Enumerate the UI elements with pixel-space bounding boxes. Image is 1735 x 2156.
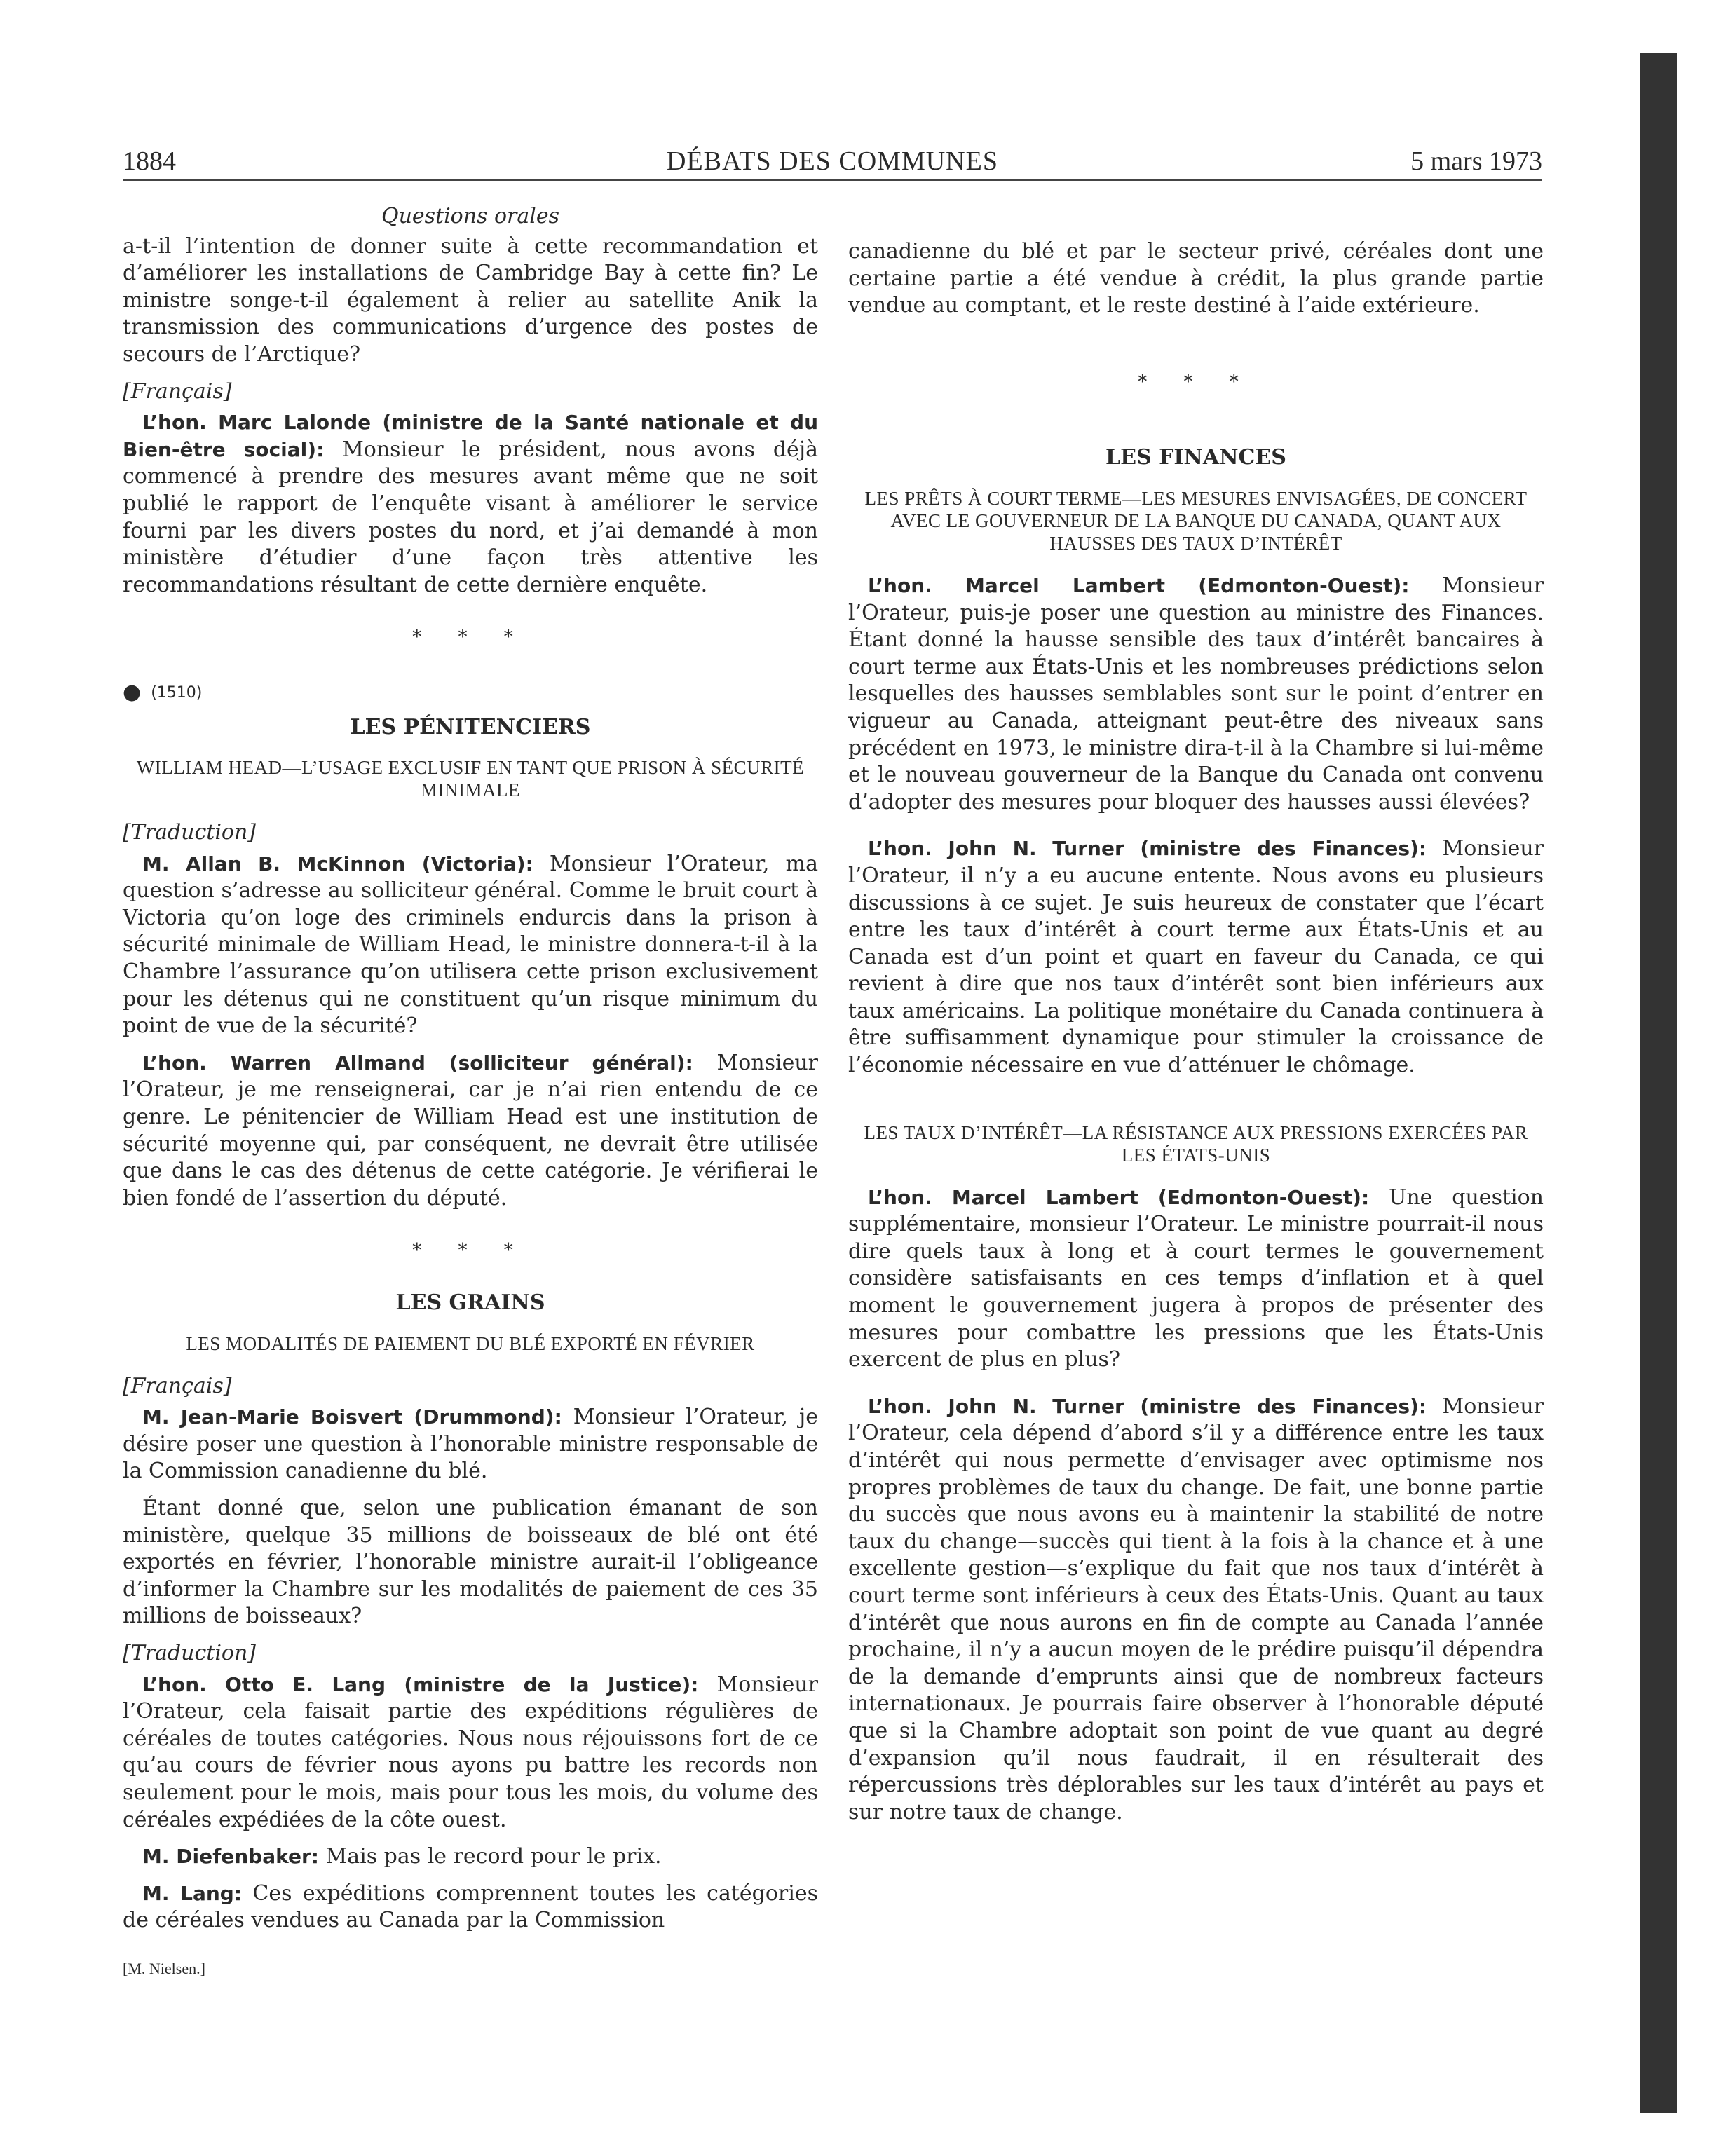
speaker-name: L’hon. Marcel Lambert (Edmonton-Ouest): xyxy=(868,573,1410,597)
speech-text: Monsieur le président, nous avons déjà commencé à prendre des mesures avant même que ne soit publié le rapport de l’enquête visant à améliorer le service fourni par les divers postes du nord, et j’ai demandé à mon ministère d’étudier d’une façon très attentive les recommandations résultant de cette dernière enquête. xyxy=(123,437,818,597)
speech-paragraph xyxy=(123,1672,818,1834)
paragraph: Étant donné que, selon une publication émanant de son ministère, quelque 35 millions de boisseaux de blé ont été exportés en février, l’honorable ministre aurait-il l’obligeance d’informer la Chambre sur les modalités de paiement de ces 35 millions de boisseaux? xyxy=(123,1495,818,1629)
speaker-name: L’hon. John N. Turner (ministre des Finances): xyxy=(868,837,1427,861)
speech-text: Monsieur l’Orateur, il n’y a eu aucune entente. Nous avons eu plusieurs discussions à ce sujet. Je suis heureux de constater que l’écart entre les taux d’intérêt à court terme aux États-Unis et au Canada est d’un point et quart en faveur du Canada, ce qui revient à dire que nos taux d’intérêt sont bien inférieurs aux taux américains. La politique monétaire du Canada continuera à être suffisamment dynamique pour stimuler la croissance de l’économie nécessaire en vue d’atténuer le chômage. xyxy=(848,836,1544,1078)
speech-text: Monsieur l’Orateur, je me renseignerai, car je n’ai rien entendu de ce genre. Le pénitencier de William Head est une institution de sécurité moyenne qui, par conséquent, ne devrait être utilisée que dans le cas des détenus de cette catégorie. Je vérifierai le bien fondé de l’assertion du député. xyxy=(123,1050,819,1210)
right-column xyxy=(848,238,1544,1836)
language-marker: [Français] xyxy=(123,378,232,404)
speech-text: Monsieur l’Orateur, cela faisait partie des expéditions régulières de céréales de toutes catégories. Nous nous réjouissons fort de ce qu’au cours de février nous ayons pu battre les records non seulement pour le mois, mais pour tous les mois, du volume des céréales expédiées de la côte ouest. xyxy=(123,1672,819,1832)
speech-text: Monsieur l’Orateur, cela dépend d’abord s’il y a différence entre les taux d’intérêt qui nous permette d’envisager avec optimisme nos propres problèmes de taux du change. De fait, une bonne partie du succès que nous avons eu à maintenir la stabilité de notre taux du change—succès qui tient à la fois à la chance et à une excellente gestion—s’explique du fait que nos taux d’intérêt à court terme sont inférieurs à ceux des États-Unis. Quant au taux d’intérêt que nous aurons en fin de compte au Canada l’année prochaine, il n’y a aucun moyen de le prédire puisqu’il dépendra de la demande d’emprunts ainsi que de nombreux facteurs internationaux. Je pourrais faire observer à l’honorable député que si la Chambre adoptait son point de vue quant au degré d’expansion qu’il nous faudrait, il en résulterait des répercussions très déplorables sur les taux d’intérêt au pays et sur notre taux de change. xyxy=(848,1393,1544,1824)
speaker-name: L’hon. Warren Allmand (solliciteur général): xyxy=(142,1051,693,1074)
speech-text: Une question supplémentaire, monsieur l’Orateur. Le ministre pourrait-il nous dire quels taux à long et à court termes le gouvernement considère satisfaisants en ces temps d’inflation et à quel moment le gouvernement jugera à propos de présenter des mesures pour combattre les pressions que les États-Unis exercent de plus en plus? xyxy=(848,1185,1544,1372)
speaker-name: L’hon. John N. Turner (ministre des Finances): xyxy=(868,1394,1427,1418)
language-marker: [Français] xyxy=(123,1373,232,1398)
section-separator: * * * xyxy=(1138,371,1254,393)
bullet-icon: ● xyxy=(123,679,142,704)
speech-text: Mais pas le record pour le prix. xyxy=(319,1844,662,1869)
left-column xyxy=(123,203,818,1982)
speech-paragraph xyxy=(848,1185,1544,1374)
speech-paragraph xyxy=(123,1404,818,1485)
subheading: LES TAUX D’INTÉRÊT—LA RÉSISTANCE AUX PRESSIONS EXERCÉES PAR LES ÉTATS-UNIS xyxy=(864,1121,1528,1166)
page-number: 1884 xyxy=(123,146,176,176)
language-marker: [Traduction] xyxy=(123,1640,257,1665)
section-heading: LES PÉNITENCIERS xyxy=(350,714,591,739)
section-heading: LES FINANCES xyxy=(1105,445,1286,470)
speech-text: Monsieur l’Orateur, je désire poser une question à l’honorable ministre responsable de la Commission canadienne du blé. xyxy=(123,1405,818,1484)
footnote: [M. Nielsen.] xyxy=(123,1959,205,1977)
subheading: LES MODALITÉS DE PAIEMENT DU BLÉ EXPORTÉ EN FÉVRIER xyxy=(186,1332,755,1354)
speech-paragraph xyxy=(848,573,1544,816)
speech-text: Monsieur l’Orateur, ma question s’adresse au solliciteur général. Comme le bruit court à Victoria qu’on loge des criminels endurcis dans la prison à sécurité minimale de William Head, le ministre donnera-t-il à la Chambre l’assurance qu’on utilisera cette prison exclusivement pour les détenus qui ne constituent qu’un risque minimum du point de vue de la sécurité? xyxy=(123,851,818,1039)
speech-paragraph xyxy=(123,1843,818,1871)
subheading: LES PRÊTS À COURT TERME—LES MESURES ENVISAGÉES, DE CONCERT AVEC LE GOUVERNEUR DE LA BANQUE DU CANADA, QUANT AUX HAUSSES DES TAUX D’INTÉRÊT xyxy=(864,487,1528,554)
section-separator: * * * xyxy=(412,627,529,648)
speech-text: Ces expéditions comprennent toutes les catégories de céréales vendues au Canada par la Commission xyxy=(123,1881,818,1933)
speech-text: Monsieur l’Orateur, puis-je poser une question au ministre des Finances. Étant donné la hausse sensible des taux d’intérêt bancaires à court terme aux États-Unis et les nombreuses prédictions selon lesquelles des hausses semblables sont sur le point d’entrer en vigueur au Canada, atteignant peut-être des niveaux sans précédent en 1973, le ministre dira-t-il à la Chambre si lui-même et le nouveau gouverneur de la Banque du Canada ont convenu d’adopter des mesures pour bloquer des hausses aussi élevées? xyxy=(848,573,1544,814)
speaker-name: M. Lang: xyxy=(142,1881,243,1905)
speaker-name: M. Jean-Marie Boisvert (Drummond): xyxy=(142,1405,562,1429)
speaker-name: L’hon. Otto E. Lang (ministre de la Justice): xyxy=(142,1672,699,1696)
section-separator: * * * xyxy=(412,1240,529,1262)
subheading: WILLIAM HEAD—L’USAGE EXCLUSIF EN TANT QUE PRISON À SÉCURITÉ MINIMALE xyxy=(136,757,805,801)
speech-paragraph xyxy=(123,409,818,599)
speaker-name: L’hon. Marcel Lambert (Edmonton-Ouest): xyxy=(868,1185,1370,1209)
speech-paragraph xyxy=(123,1050,818,1213)
journal-title: DÉBATS DES COMMUNES xyxy=(667,146,998,176)
speech-paragraph xyxy=(123,1881,818,1935)
paragraph: canadienne du blé et par le secteur privé, céréales dont une certaine partie a été vendue à crédit, la plus grande partie vendue au comptant, et le reste destiné à l’aide extérieure. xyxy=(848,239,1544,318)
time-text: (1510) xyxy=(151,683,203,702)
time-marker xyxy=(123,679,818,707)
issue-date: 5 mars 1973 xyxy=(1410,146,1542,176)
speaker-name: M. Allan B. McKinnon (Victoria): xyxy=(142,852,533,875)
speaker-name: L’hon. Marc Lalonde (ministre de la Santé nationale et du Bien-être social): xyxy=(123,411,818,461)
scan-edge-shadow xyxy=(1640,53,1677,2113)
page-header xyxy=(123,139,1542,181)
speaker-name: M. Diefenbaker: xyxy=(142,1845,319,1869)
speech-paragraph xyxy=(123,851,818,1040)
speech-paragraph xyxy=(848,835,1544,1079)
language-marker: [Traduction] xyxy=(123,820,257,845)
running-head: Questions orales xyxy=(381,204,560,228)
section-heading: LES GRAINS xyxy=(395,1290,545,1315)
speech-paragraph xyxy=(848,1393,1544,1827)
paragraph: a-t-il l’intention de donner suite à cette recommandation et d’améliorer les installations de Cambridge Bay à cette fin? Le ministre songe-t-il également à relier au satellite Anik la transmission des communications d’urgence des postes de secours de l’Arctique? xyxy=(123,233,818,367)
